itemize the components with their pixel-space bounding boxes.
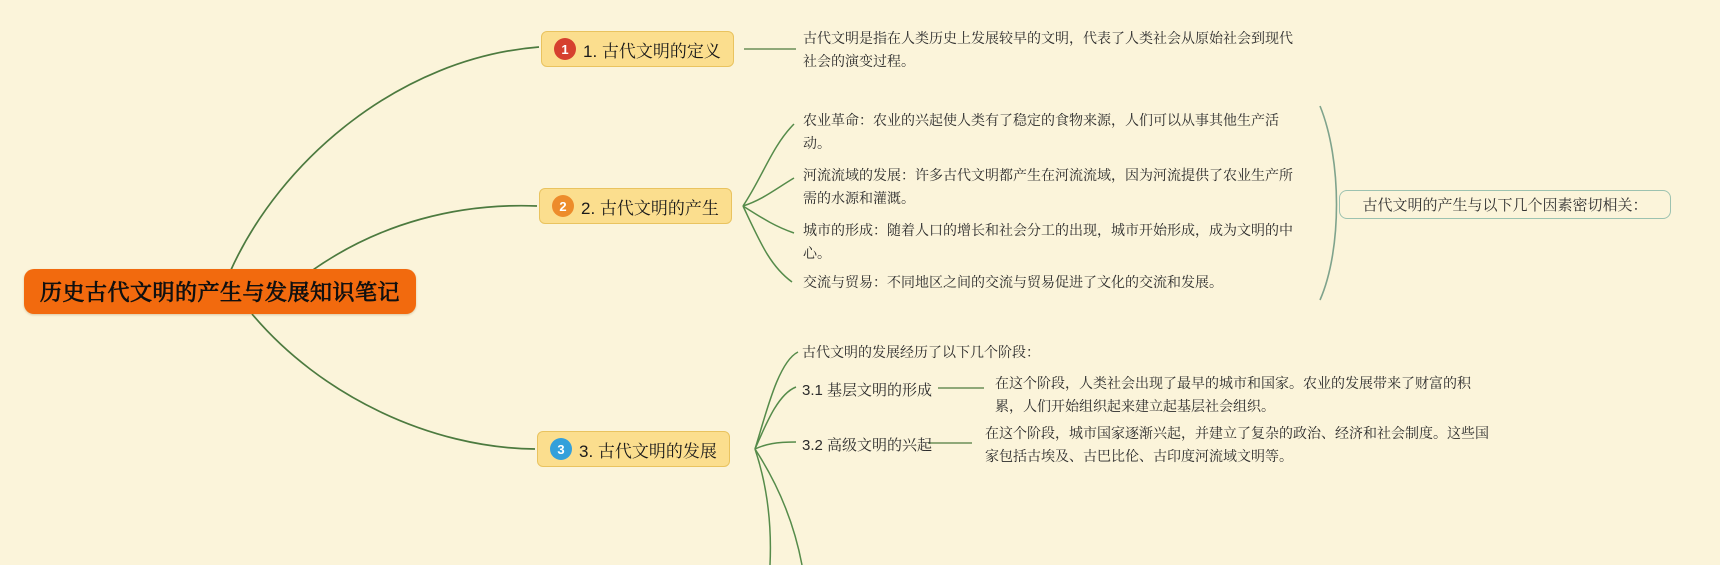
topic-node-development[interactable] xyxy=(537,431,730,467)
branch-topic3-stage2 xyxy=(755,442,796,449)
topic-3-label: 3. 古代文明的发展 xyxy=(579,441,717,461)
stage-3-2-desc[interactable]: 在这个阶段，城市国家逐渐兴起，并建立了复杂的政治、经济和社会制度。这些国家包括古埃及、古巴比伦、古印度河流域文明等。 xyxy=(985,425,1489,464)
priority-1-badge-icon: 1 xyxy=(554,38,576,60)
branch-topic2-child3 xyxy=(743,206,794,233)
branch-root-to-topic1 xyxy=(230,47,539,272)
topic-3-intro[interactable]: 古代文明的发展经历了以下几个阶段： xyxy=(802,344,1040,360)
topic-1-label: 1. 古代文明的定义 xyxy=(583,41,721,61)
branch-topic2-child2 xyxy=(743,178,794,206)
branch-topic3-offscreen1 xyxy=(755,449,802,565)
branch-topic2-child4 xyxy=(743,206,792,282)
root-topic-node[interactable] xyxy=(24,269,416,314)
topic-node-definition[interactable] xyxy=(541,31,734,67)
stage-3-1-desc[interactable]: 在这个阶段，人类社会出现了最早的城市和国家。农业的发展带来了财富的积累，人们开始组织起来建立起基层社会组织。 xyxy=(995,375,1471,414)
branch-root-to-topic2 xyxy=(310,206,537,272)
topic-node-origin[interactable] xyxy=(539,188,732,224)
summary-bracket xyxy=(1320,106,1337,300)
topic-2-child-agriculture[interactable]: 农业革命：农业的兴起使人类有了稳定的食物来源，人们可以从事其他生产活动。 xyxy=(803,112,1279,151)
stage-3-2-title[interactable]: 3.2 高级文明的兴起 xyxy=(802,437,933,454)
topic-1-note[interactable]: 古代文明是指在人类历史上发展较早的文明，代表了人类社会从原始社会到现代社会的演变过程。 xyxy=(803,30,1293,69)
branch-topic3-offscreen2 xyxy=(755,449,770,565)
root-topic-label: 历史古代文明的产生与发展知识笔记 xyxy=(40,280,401,305)
topic-2-child-cities[interactable]: 城市的形成：随着人口的增长和社会分工的出现，城市开始形成，成为文明的中心。 xyxy=(803,222,1293,261)
summary-box[interactable] xyxy=(1339,190,1671,219)
priority-2-badge-icon: 2 xyxy=(552,195,574,217)
summary-label: 古代文明的产生与以下几个因素密切相关： xyxy=(1362,197,1648,214)
branch-root-to-topic3 xyxy=(252,314,535,449)
stage-3-1-title[interactable]: 3.1 基层文明的形成 xyxy=(802,382,933,399)
topic-2-child-trade[interactable]: 交流与贸易：不同地区之间的交流与贸易促进了文化的交流和发展。 xyxy=(803,274,1223,290)
topic-2-label: 2. 古代文明的产生 xyxy=(581,198,719,218)
topic-2-child-rivers[interactable]: 河流流域的发展：许多古代文明都产生在河流流域，因为河流提供了农业生产所需的水源和灌溉。 xyxy=(803,167,1293,206)
branch-topic3-stage1 xyxy=(755,387,796,449)
priority-3-badge-icon: 3 xyxy=(550,438,572,460)
